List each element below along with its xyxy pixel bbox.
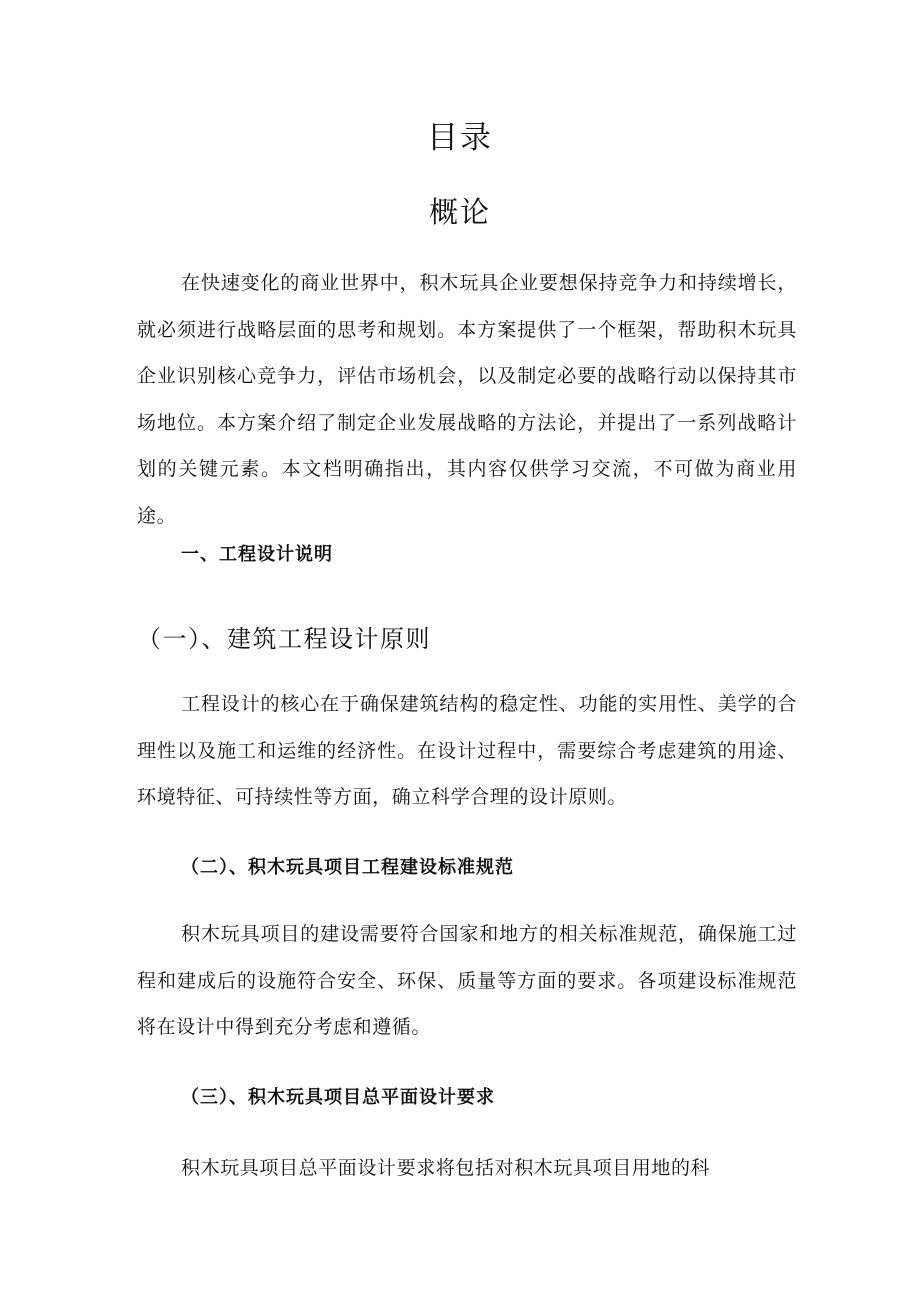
- section-1-2-paragraph: 积木玩具项目的建设需要符合国家和地方的相关标准规范，确保施工过程和建成后的设施符合安全、环保、质量等方面的要求。各项建设标准规范将在设计中得到充分考虑和遵循。: [137, 923, 797, 1038]
- document-title: 目录: [427, 120, 493, 156]
- document-subtitle: 概论: [428, 195, 491, 229]
- section-1-2-heading: （二）、积木玩具项目工程建设标准规范: [181, 857, 514, 878]
- section-1-1-heading: （一）、建筑工程设计原则: [137, 625, 431, 653]
- intro-paragraph: 在快速变化的商业世界中，积木玩具企业要想保持竞争力和持续增长，就必须进行战略层面的思考和规划。本方案提供了一个框架，帮助积木玩具企业识别核心竞争力，评估市场机会，以及制定必要的战略行动以保持其市场地位。本方案介绍了制定企业发展战略的方法论，并提出了一系列战略计划的关键元素。本文档明确指出，其内容仅供学习交流，不可做为商业用途。: [137, 272, 797, 527]
- section-1-3-heading: （三）、积木玩具项目总平面设计要求: [181, 1087, 495, 1108]
- section-1-3-paragraph: 积木玩具项目总平面设计要求将包括对积木玩具项目用地的科: [181, 1157, 711, 1179]
- section-1-heading: 一、工程设计说明: [181, 544, 333, 565]
- section-1-1-paragraph: 工程设计的核心在于确保建筑结构的稳定性、功能的实用性、美学的合理性以及施工和运维的经济性。在设计过程中，需要综合考虑建筑的用途、环境特征、可持续性等方面，确立科学合理的设计原则。: [137, 693, 797, 808]
